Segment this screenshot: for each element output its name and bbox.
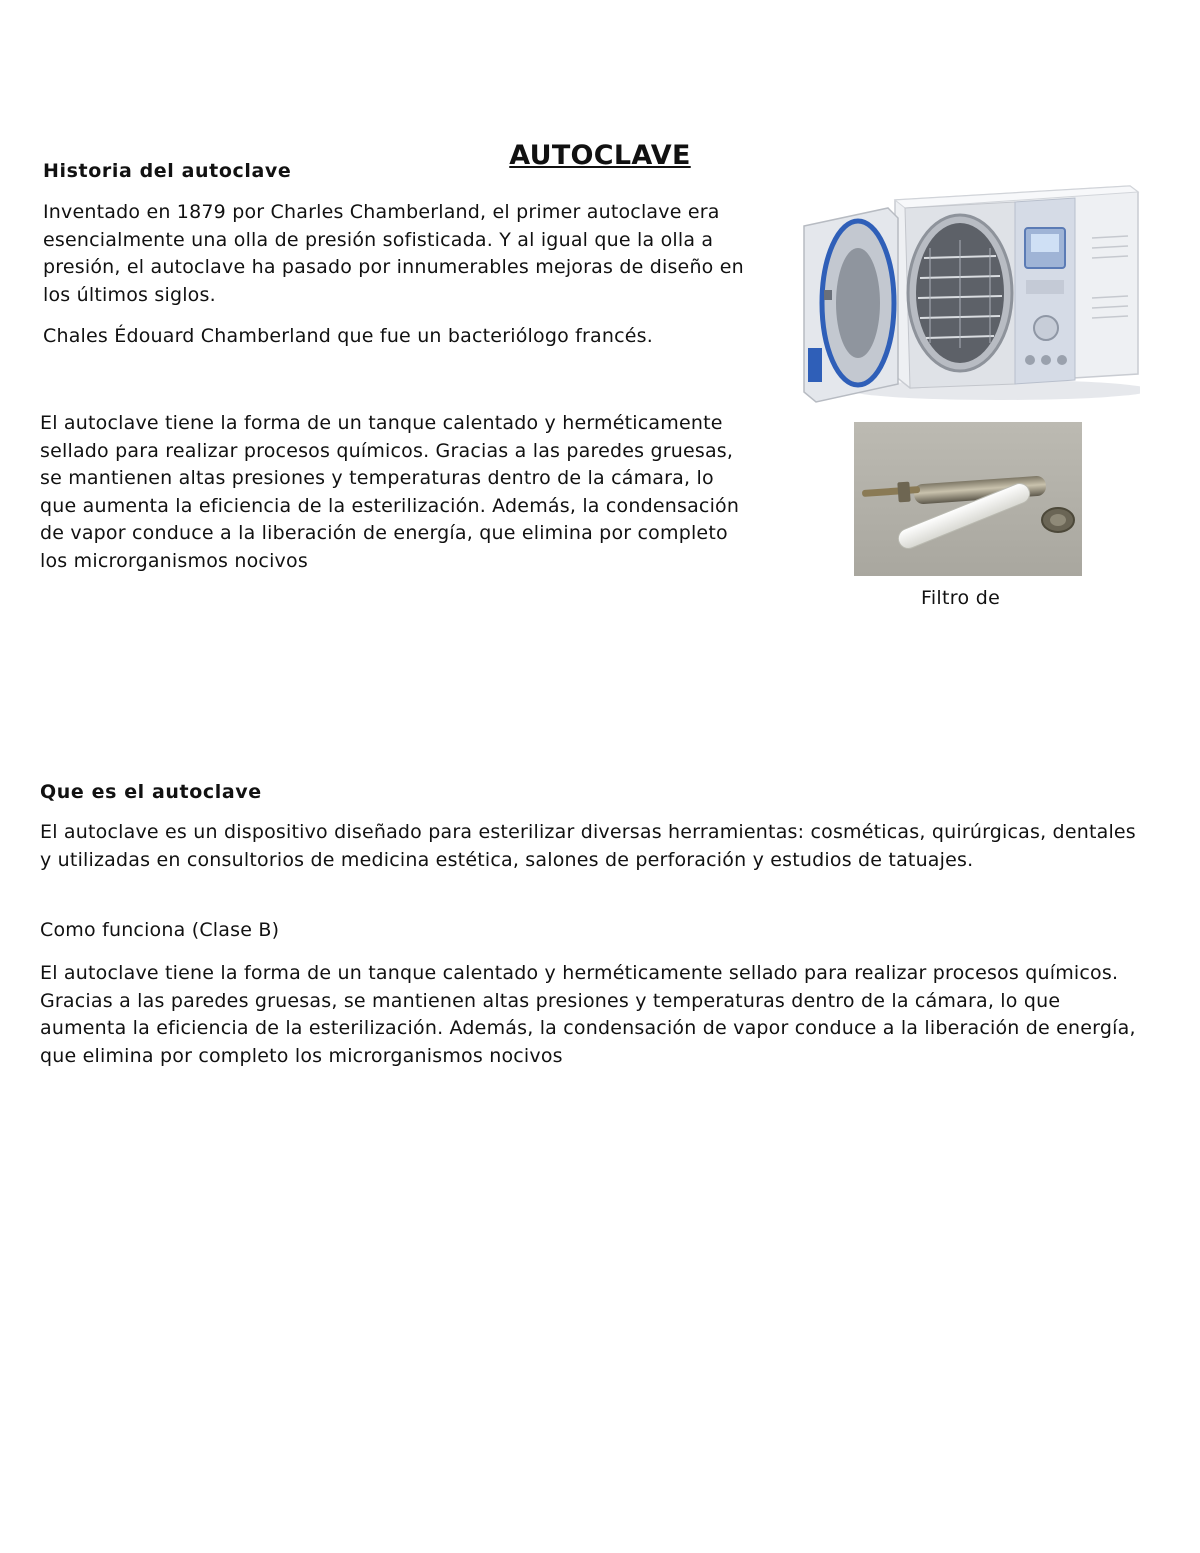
autoclave-image bbox=[800, 178, 1140, 406]
what-is-heading: Que es el autoclave bbox=[40, 781, 262, 803]
how-it-works-subheading: Como funciona (Clase B) bbox=[40, 919, 280, 941]
filter-image bbox=[854, 422, 1082, 576]
history-paragraph-invention: Inventado en 1879 por Charles Chamberland, el primer autoclave era esencialmente una olla de presión sofisticada. Y al igual que la olla a presión, el autoclave ha pasado por innumerables mejoras de diseño en los últimos siglos. bbox=[43, 201, 744, 306]
filter-caption: Filtro de bbox=[921, 587, 1001, 609]
history-heading: Historia del autoclave bbox=[43, 160, 292, 182]
what-is-paragraph: El autoclave es un dispositivo diseñado para esterilizar diversas herramientas: cosméticas, quirúrgicas, dentales y utilizadas en consultorios de medicina estética, salones de perforación y estudios de tatuajes. bbox=[40, 821, 1136, 871]
document-title: AUTOCLAVE bbox=[509, 140, 691, 171]
history-paragraph-chamberland: Chales Édouard Chamberland que fue un bacteriólogo francés. bbox=[43, 325, 654, 347]
history-paragraph-description: El autoclave tiene la forma de un tanque calentado y herméticamente sellado para realizar procesos químicos. Gracias a las paredes gruesas, se mantienen altas presiones y temperaturas dentro de la cámara, lo que aumenta la eficiencia de la esterilización. Además, la condensación de vapor conduce a la liberación de energía, que elimina por completo los microrganismos nocivos bbox=[40, 412, 740, 572]
how-it-works-paragraph: El autoclave tiene la forma de un tanque calentado y herméticamente sellado para realizar procesos químicos. Gracias a las paredes gruesas, se mantienen altas presiones y temperaturas dentro de la cámara, lo que aumenta la eficiencia de la esterilización. Además, la condensación de vapor conduce a la liberación de energía, que elimina por completo los microrganismos nocivos bbox=[40, 962, 1136, 1067]
